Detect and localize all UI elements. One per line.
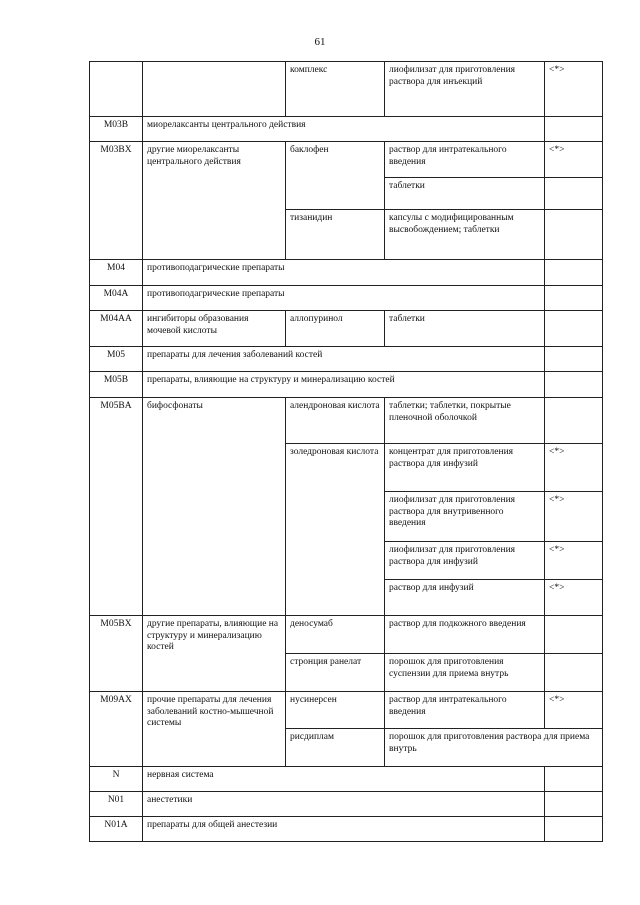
code-cell: M03B: [90, 117, 143, 142]
table-row: [90, 692, 603, 729]
note-cell: <*>: [545, 542, 603, 580]
form-cell: порошок для приготовления раствора для приема внутрь: [385, 729, 603, 767]
drug-cell: нусинерсен: [286, 692, 385, 729]
code-cell: [90, 62, 143, 117]
table-row: [90, 616, 603, 654]
note-cell: [545, 372, 603, 398]
drug-cell: деносумаб: [286, 616, 385, 654]
note-cell: <*>: [545, 692, 603, 729]
code-cell: M09AX: [90, 692, 143, 767]
drug-cell: баклофен: [286, 142, 385, 210]
form-cell: капсулы с модифицированным высвобождением; таблетки: [385, 210, 545, 260]
group-cell: другие миорелаксанты центрального действия: [143, 142, 286, 260]
form-cell: концентрат для приготовления раствора для инфузий: [385, 444, 545, 492]
note-cell: [545, 311, 603, 347]
code-cell: M04AA: [90, 311, 143, 347]
table-row: [90, 817, 603, 842]
note-cell: [545, 178, 603, 210]
drug-cell: рисдиплам: [286, 729, 385, 767]
form-cell: раствор для интратекального введения: [385, 142, 545, 178]
code-cell: M05: [90, 347, 143, 372]
drug-cell: тизанидин: [286, 210, 385, 260]
drug-table: [89, 61, 603, 842]
table-row: [90, 347, 603, 372]
note-cell: <*>: [545, 142, 603, 178]
group-cell: прочие препараты для лечения заболеваний костно-мышечной системы: [143, 692, 286, 767]
drug-cell: аллопуринол: [286, 311, 385, 347]
drug-cell: алендроновая кислота: [286, 398, 385, 444]
group-name-cell: противоподагрические препараты: [143, 260, 545, 286]
drug-cell: золедроновая кислота: [286, 444, 385, 616]
group-name-cell: анестетики: [143, 792, 545, 817]
drug-cell: стронция ранелат: [286, 654, 385, 692]
group-cell: бифосфонаты: [143, 398, 286, 616]
group-cell: ингибиторы образования мочевой кислоты: [143, 311, 286, 347]
group-cell: [143, 62, 286, 117]
code-cell: M05BX: [90, 616, 143, 692]
group-name-cell: препараты для лечения заболеваний костей: [143, 347, 545, 372]
note-cell: [545, 817, 603, 842]
table-row: [90, 767, 603, 792]
table-row: [90, 142, 603, 178]
note-cell: [545, 347, 603, 372]
form-cell: раствор для интратекального введения: [385, 692, 545, 729]
form-cell: таблетки: [385, 178, 545, 210]
code-cell: N01A: [90, 817, 143, 842]
form-cell: таблетки: [385, 311, 545, 347]
group-name-cell: нервная система: [143, 767, 545, 792]
form-cell: лиофилизат для приготовления раствора для внутривенного введения: [385, 492, 545, 542]
note-cell: <*>: [545, 444, 603, 492]
table-row: [90, 62, 603, 117]
form-cell: раствор для инфузий: [385, 580, 545, 616]
note-cell: [545, 767, 603, 792]
form-cell: раствор для подкожного введения: [385, 616, 545, 654]
group-name-cell: противоподагрические препараты: [143, 286, 545, 311]
code-cell: M03BX: [90, 142, 143, 260]
form-cell: порошок для приготовления суспензии для приема внутрь: [385, 654, 545, 692]
code-cell: M05B: [90, 372, 143, 398]
code-cell: M04: [90, 260, 143, 286]
note-cell: [545, 616, 603, 654]
note-cell: [545, 260, 603, 286]
note-cell: [545, 117, 603, 142]
group-name-cell: препараты для общей анестезии: [143, 817, 545, 842]
note-cell: [545, 398, 603, 444]
form-cell: таблетки; таблетки, покрытые пленочной оболочкой: [385, 398, 545, 444]
note-cell: [545, 654, 603, 692]
table-row: [90, 260, 603, 286]
code-cell: N: [90, 767, 143, 792]
table-row: [90, 372, 603, 398]
table-row: [90, 311, 603, 347]
code-cell: M04A: [90, 286, 143, 311]
note-cell: <*>: [545, 492, 603, 542]
form-cell: лиофилизат для приготовления раствора для инъекций: [385, 62, 545, 117]
table-row: [90, 398, 603, 444]
table-row: [90, 792, 603, 817]
note-cell: <*>: [545, 580, 603, 616]
form-cell: лиофилизат для приготовления раствора для инфузий: [385, 542, 545, 580]
note-cell: [545, 792, 603, 817]
table-row: [90, 117, 603, 142]
group-cell: другие препараты, влияющие на структуру и минерализацию костей: [143, 616, 286, 692]
group-name-cell: миорелаксанты центрального действия: [143, 117, 545, 142]
table-row: [90, 286, 603, 311]
page-number: 61: [314, 36, 326, 48]
note-cell: [545, 286, 603, 311]
code-cell: N01: [90, 792, 143, 817]
code-cell: M05BA: [90, 398, 143, 616]
note-cell: [545, 210, 603, 260]
note-cell: <*>: [545, 62, 603, 117]
group-name-cell: препараты, влияющие на структуру и минерализацию костей: [143, 372, 545, 398]
drug-cell: комплекс: [286, 62, 385, 117]
